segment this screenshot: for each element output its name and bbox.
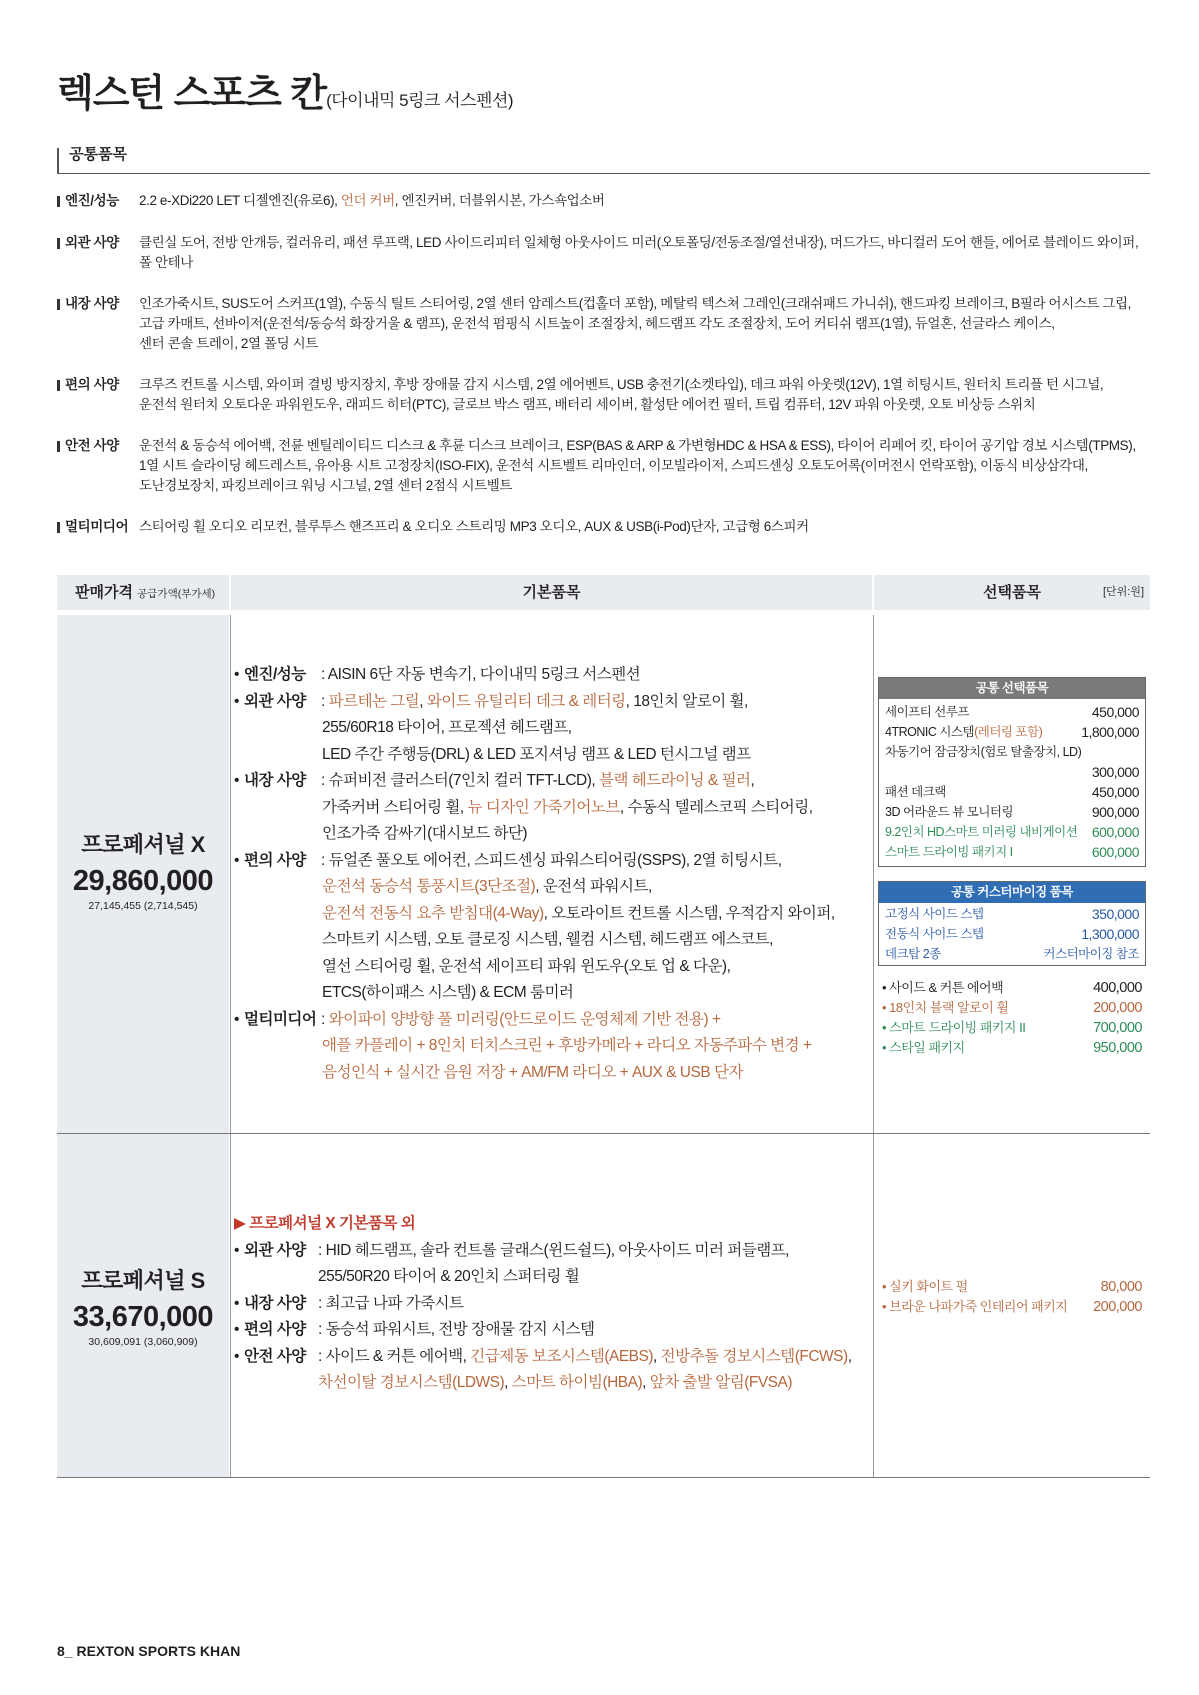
spec-text [139,436,1150,496]
option-row [879,762,1145,782]
trim-s-price-cell [57,1134,229,1477]
option-row [880,1297,1146,1317]
trim-s-basic-list [234,1211,874,1397]
option-name: 데크탑 2종 [885,947,941,961]
spec-row [57,517,1150,537]
spec-line: 도난경보장치, 파킹브레이크 워닝 시그널, 2열 센터 2점식 시트벨트 [139,478,513,493]
spec-text-part: , 엔진커버, 더블위시본, 가스쇽업소버 [394,193,605,208]
option-price: 600,000 [1091,824,1139,840]
spec-line: 클린실 도어, 전방 안개등, 컬러유리, 패션 루프랙, LED 사이드리피터 일체형 아웃사이드 미러(오토폴딩/전동조절/열선내장), 머드가드, 바디컬러 도어 핸들, 에어로 블레이드 와이퍼, [139,235,1139,250]
list-item: • 멀티미디어 : 와이파이 양방향 풀 미러링(안드로이드 운영체제 기반 전용) + [234,1010,721,1028]
option-row [879,842,1145,862]
spec-line: 운전석 & 동승석 에어백, 전륜 벤틸레이티드 디스크 & 후륜 디스크 브레이크, ESP(BAS & ARP & 가변형HDC & HSA & ESS), 타이어 리페어 킷, 타이어 공기압 경보 시스템(TPMS), [139,438,1136,453]
spec-row [57,436,1150,496]
list-item: • 엔진/성능 : AISIN 6단 자동 변속기, 다이내믹 5링크 서스펜션 [234,666,641,683]
trim-s-price: 33,670,000 [72,1301,214,1333]
list-line: ETCS(하이패스 시스템) & ECM 룸미러 [322,984,574,1001]
spec-text [139,517,1150,537]
option-price: 80,000 [1100,1279,1142,1295]
option-name: 고정식 사이드 스텝 [885,907,984,921]
list-line: 255/50R20 타이어 & 20인치 스퍼터링 휠 [318,1268,580,1285]
option-name [885,802,1013,822]
option-row [879,924,1145,944]
list-item: • 내장 사양 : 슈퍼비전 클러스터(7인치 컬러 TFT-LCD), 블랙 헤드라이닝 & 필러, [234,772,755,789]
spec-label: 엔진/성능 [57,191,119,211]
spec-line: 인조가죽시트, SUS도어 스커프(1열), 수동식 틸트 스티어링, 2열 센터 암레스트(컵홀더 포함), 메탈릭 텍스쳐 그레인(크래쉬패드 가니쉬), 핸드파킹 브레이크, B필라 어시스트 그립, [139,296,1132,311]
spec-text [139,191,1150,211]
spec-label: 편의 사양 [57,375,119,395]
option-name: 전동식 사이드 스텝 [885,927,984,941]
option-name [885,722,1042,742]
divider [230,615,231,1477]
spec-line: 센터 콘솔 트레이, 2열 폴딩 시트 [139,336,318,351]
list-item: • 내장 사양 : 최고급 나파 가죽시트 [234,1294,464,1312]
spec-line: 운전석 원터치 오토다운 파워윈도우, 래피드 히터(PTC), 글로브 박스 램프, 배터리 세이버, 활성탄 에어컨 필터, 트립 컴퓨터, 12V 파워 아웃렛, 오토 비상등 스위치 [139,397,1036,412]
list-item: • 안전 사양 : 사이드 & 커튼 에어백, 긴급제동 보조시스템(AEBS), 전방추돌 경보시스템(FCWS), [234,1347,852,1365]
option-row [880,978,1146,998]
option-name: • 스타일 패키지 [882,1040,965,1055]
option-name [885,742,1081,762]
spec-text [139,233,1150,273]
custom-option-box [878,881,1146,966]
page-footer: 8_ REXTON SPORTS KHAN [57,1643,241,1659]
option-row [880,1018,1146,1038]
header-option [874,575,1150,610]
base-note: ▶ 프로페셔널 X 기본품목 외 [234,1215,416,1232]
option-price: 450,000 [1091,784,1139,800]
option-price: 200,000 [1093,1299,1142,1315]
option-name-text: 세이프티 선루프 [885,705,969,719]
trim-x-price-cell [57,615,229,1133]
common-option-title: 공통 선택품목 [879,678,1145,699]
option-price: 600,000 [1091,844,1139,860]
spec-row [57,233,1150,273]
header-basic: 기본품목 [231,575,872,610]
option-name-text: 4TRONIC 시스템 [885,725,975,739]
option-name-text: 3D 어라운드 뷰 모니터링 [885,805,1014,819]
list-item: • 편의 사양 : 동승석 파워시트, 전방 장애물 감지 시스템 [234,1321,595,1338]
unit-label: [단위:원] [1102,586,1144,598]
list-line: 열선 스티어링 휠, 운전석 세이프티 파워 윈도우(오토 업 & 다운), [322,957,731,975]
spec-line: 고급 카매트, 선바이저(운전석/동승석 화장거울 & 램프), 운전석 펌핑식 시트높이 조절장치, 헤드램프 각도 조절장치, 도어 커티쉬 램프(1열), 듀얼혼, 선글라스 케이스, [139,316,1055,331]
option-price: 400,000 [1093,980,1142,996]
extra-option-list [880,978,1146,1058]
option-row [879,822,1145,842]
option-row [879,904,1145,924]
spec-text-part: 언더 커버 [340,193,395,208]
header-price-sub: 공급가액(부가세) [137,588,216,600]
option-name [885,702,969,722]
spec-row [57,375,1150,415]
list-line: 스마트키 시스템, 오토 클로징 시스템, 웰컴 시스템, 헤드램프 에스코트, [322,931,773,948]
option-price: 450,000 [1091,704,1139,720]
trim-s-option-list [880,1277,1146,1317]
option-name: • 스마트 드라이빙 패키지 II [882,1020,1026,1035]
header-option-label: 선택품목 [983,584,1041,601]
option-name [885,842,1013,862]
option-name [885,782,946,802]
title-sub: (다이내믹 5링크 서스펜션) [326,91,514,110]
list-line: 운전석 동승석 통풍시트(3단조절), 운전석 파워시트, [322,878,652,895]
trim-x-price: 29,860,000 [72,865,214,897]
list-line: 음성인식 + 실시간 음원 저장 + AM/FM 라디오 + AUX & USB 단자 [322,1063,743,1081]
header-price-label: 판매가격 [75,584,133,601]
option-price: 950,000 [1093,1040,1142,1056]
header-price [57,575,229,610]
option-price: 1,300,000 [1081,926,1139,942]
list-line: 애플 카플레이 + 8인치 터치스크린 + 후방카메라 + 라디오 자동주파수 변경 + [322,1037,812,1054]
spec-line: 폴 안테나 [139,255,193,270]
divider [57,1477,1150,1478]
custom-option-list [879,903,1145,965]
option-name: • 브라운 나파가죽 인테리어 패키지 [882,1299,1068,1314]
trim-x-name: 프로페셔널 X [81,832,205,857]
option-row [880,1038,1146,1058]
option-price: 200,000 [1093,1000,1142,1016]
spec-text [139,375,1150,415]
spec-line: 스티어링 휠 오디오 리모컨, 블루투스 핸즈프리 & 오디오 스트리밍 MP3 오디오, AUX & USB(i-Pod)단자, 고급형 6스피커 [139,519,809,534]
option-price: 1,800,000 [1081,724,1139,740]
spec-line: 크루즈 컨트롤 시스템, 와이퍼 결빙 방지장치, 후방 장애물 감지 시스템, 2열 에어벤트, USB 충전기(소켓타입), 데크 파워 아웃렛(12V), 1열 히팅시트, 원터치 트리플 턴 시그널, [139,377,1104,392]
option-price: 700,000 [1093,1020,1142,1036]
option-row [879,944,1145,964]
list-line: 인조가죽 감싸기(대시보드 하단) [322,825,528,842]
option-price: 300,000 [1091,764,1139,780]
spec-row [57,191,1150,211]
common-option-box [878,677,1146,867]
option-name-note: (레터링 포함) [974,725,1043,739]
trim-x-supply-price: 27,145,455 (2,714,545) [88,900,198,912]
trim-x-basic-list [234,662,874,1086]
list-line: LED 주간 주행등(DRL) & LED 포지셔닝 램프 & LED 턴시그널 램프 [322,745,751,763]
list-line: 가죽커버 스티어링 휠, 뉴 디자인 가죽기어노브, 수동식 텔레스코픽 스티어링, [322,798,813,816]
spec-row [57,294,1150,354]
spec-label: 외관 사양 [57,233,119,253]
option-row [879,782,1145,802]
option-price: 900,000 [1091,804,1139,820]
spec-label: 멀티미디어 [57,517,128,537]
option-price: 350,000 [1091,906,1139,922]
list-line: 255/60R18 타이어, 프로젝션 헤드램프, [322,719,572,736]
custom-option-title: 공통 커스터마이징 품목 [879,882,1145,903]
option-name-text: 차동기어 잠금장치(험로 탈출장치, LD) [885,745,1082,759]
title-main: 렉스턴 스포츠 칸 [57,73,327,115]
option-row [879,742,1145,762]
list-item: • 편의 사양 : 듀얼존 풀오토 에어컨, 스피드센싱 파워스티어링(SSPS), 2열 히팅시트, [234,851,782,869]
list-line: 운전석 전동식 요추 받침대(4-Way), 오토라이트 컨트롤 시스템, 우적감지 와이퍼, [322,904,835,922]
common-option-list [879,699,1145,866]
option-name: • 사이드 & 커튼 에어백 [882,980,1004,995]
list-line: 차선이탈 경보시스템(LDWS), 스마트 하이빔(HBA), 앞차 출발 알림(FVSA) [318,1374,793,1391]
list-item: • 외관 사양 : 파르테논 그릴, 와이드 유틸리티 데크 & 레터링, 18인치 알로이 휠, [234,692,748,710]
option-row [879,702,1145,722]
option-price: 커스터마이징 참조 [1043,947,1139,961]
common-heading: 공통품목 [57,148,1150,174]
spec-line: 1열 시트 슬라이딩 헤드레스트, 유아용 시트 고정장치(ISO-FIX), 운전석 시트벨트 리마인더, 이모빌라이저, 스피드센싱 오토도어록(이머전시 언락포함), 이동식 비상삼각대, [139,458,1088,473]
option-row [880,998,1146,1018]
option-name [885,822,1077,842]
option-row [879,722,1145,742]
page-title [57,62,513,117]
spec-text [139,294,1150,354]
list-item: • 외관 사양 : HID 헤드램프, 솔라 컨트롤 글래스(윈드쉴드), 아웃사이드 미러 퍼들램프, [234,1241,789,1259]
option-name-text: 9.2인치 HD스마트 미러링 내비게이션 [885,825,1078,839]
spec-label: 내장 사양 [57,294,119,314]
option-name: • 18인치 블랙 알로이 휠 [882,1000,1009,1015]
trim-s-name: 프로페셔널 S [81,1268,205,1293]
trim-s-supply-price: 30,609,091 (3,060,909) [88,1336,198,1348]
option-name-text: 스마트 드라이빙 패키지 I [885,845,1013,859]
option-row [879,802,1145,822]
option-name: • 실키 화이트 펄 [882,1279,968,1294]
option-name-text: 패션 데크랙 [885,785,946,799]
spec-label: 안전 사양 [57,436,119,456]
spec-text-part: 2.2 e-XDi220 LET 디젤엔진(유로6), [139,193,341,208]
option-row [880,1277,1146,1297]
